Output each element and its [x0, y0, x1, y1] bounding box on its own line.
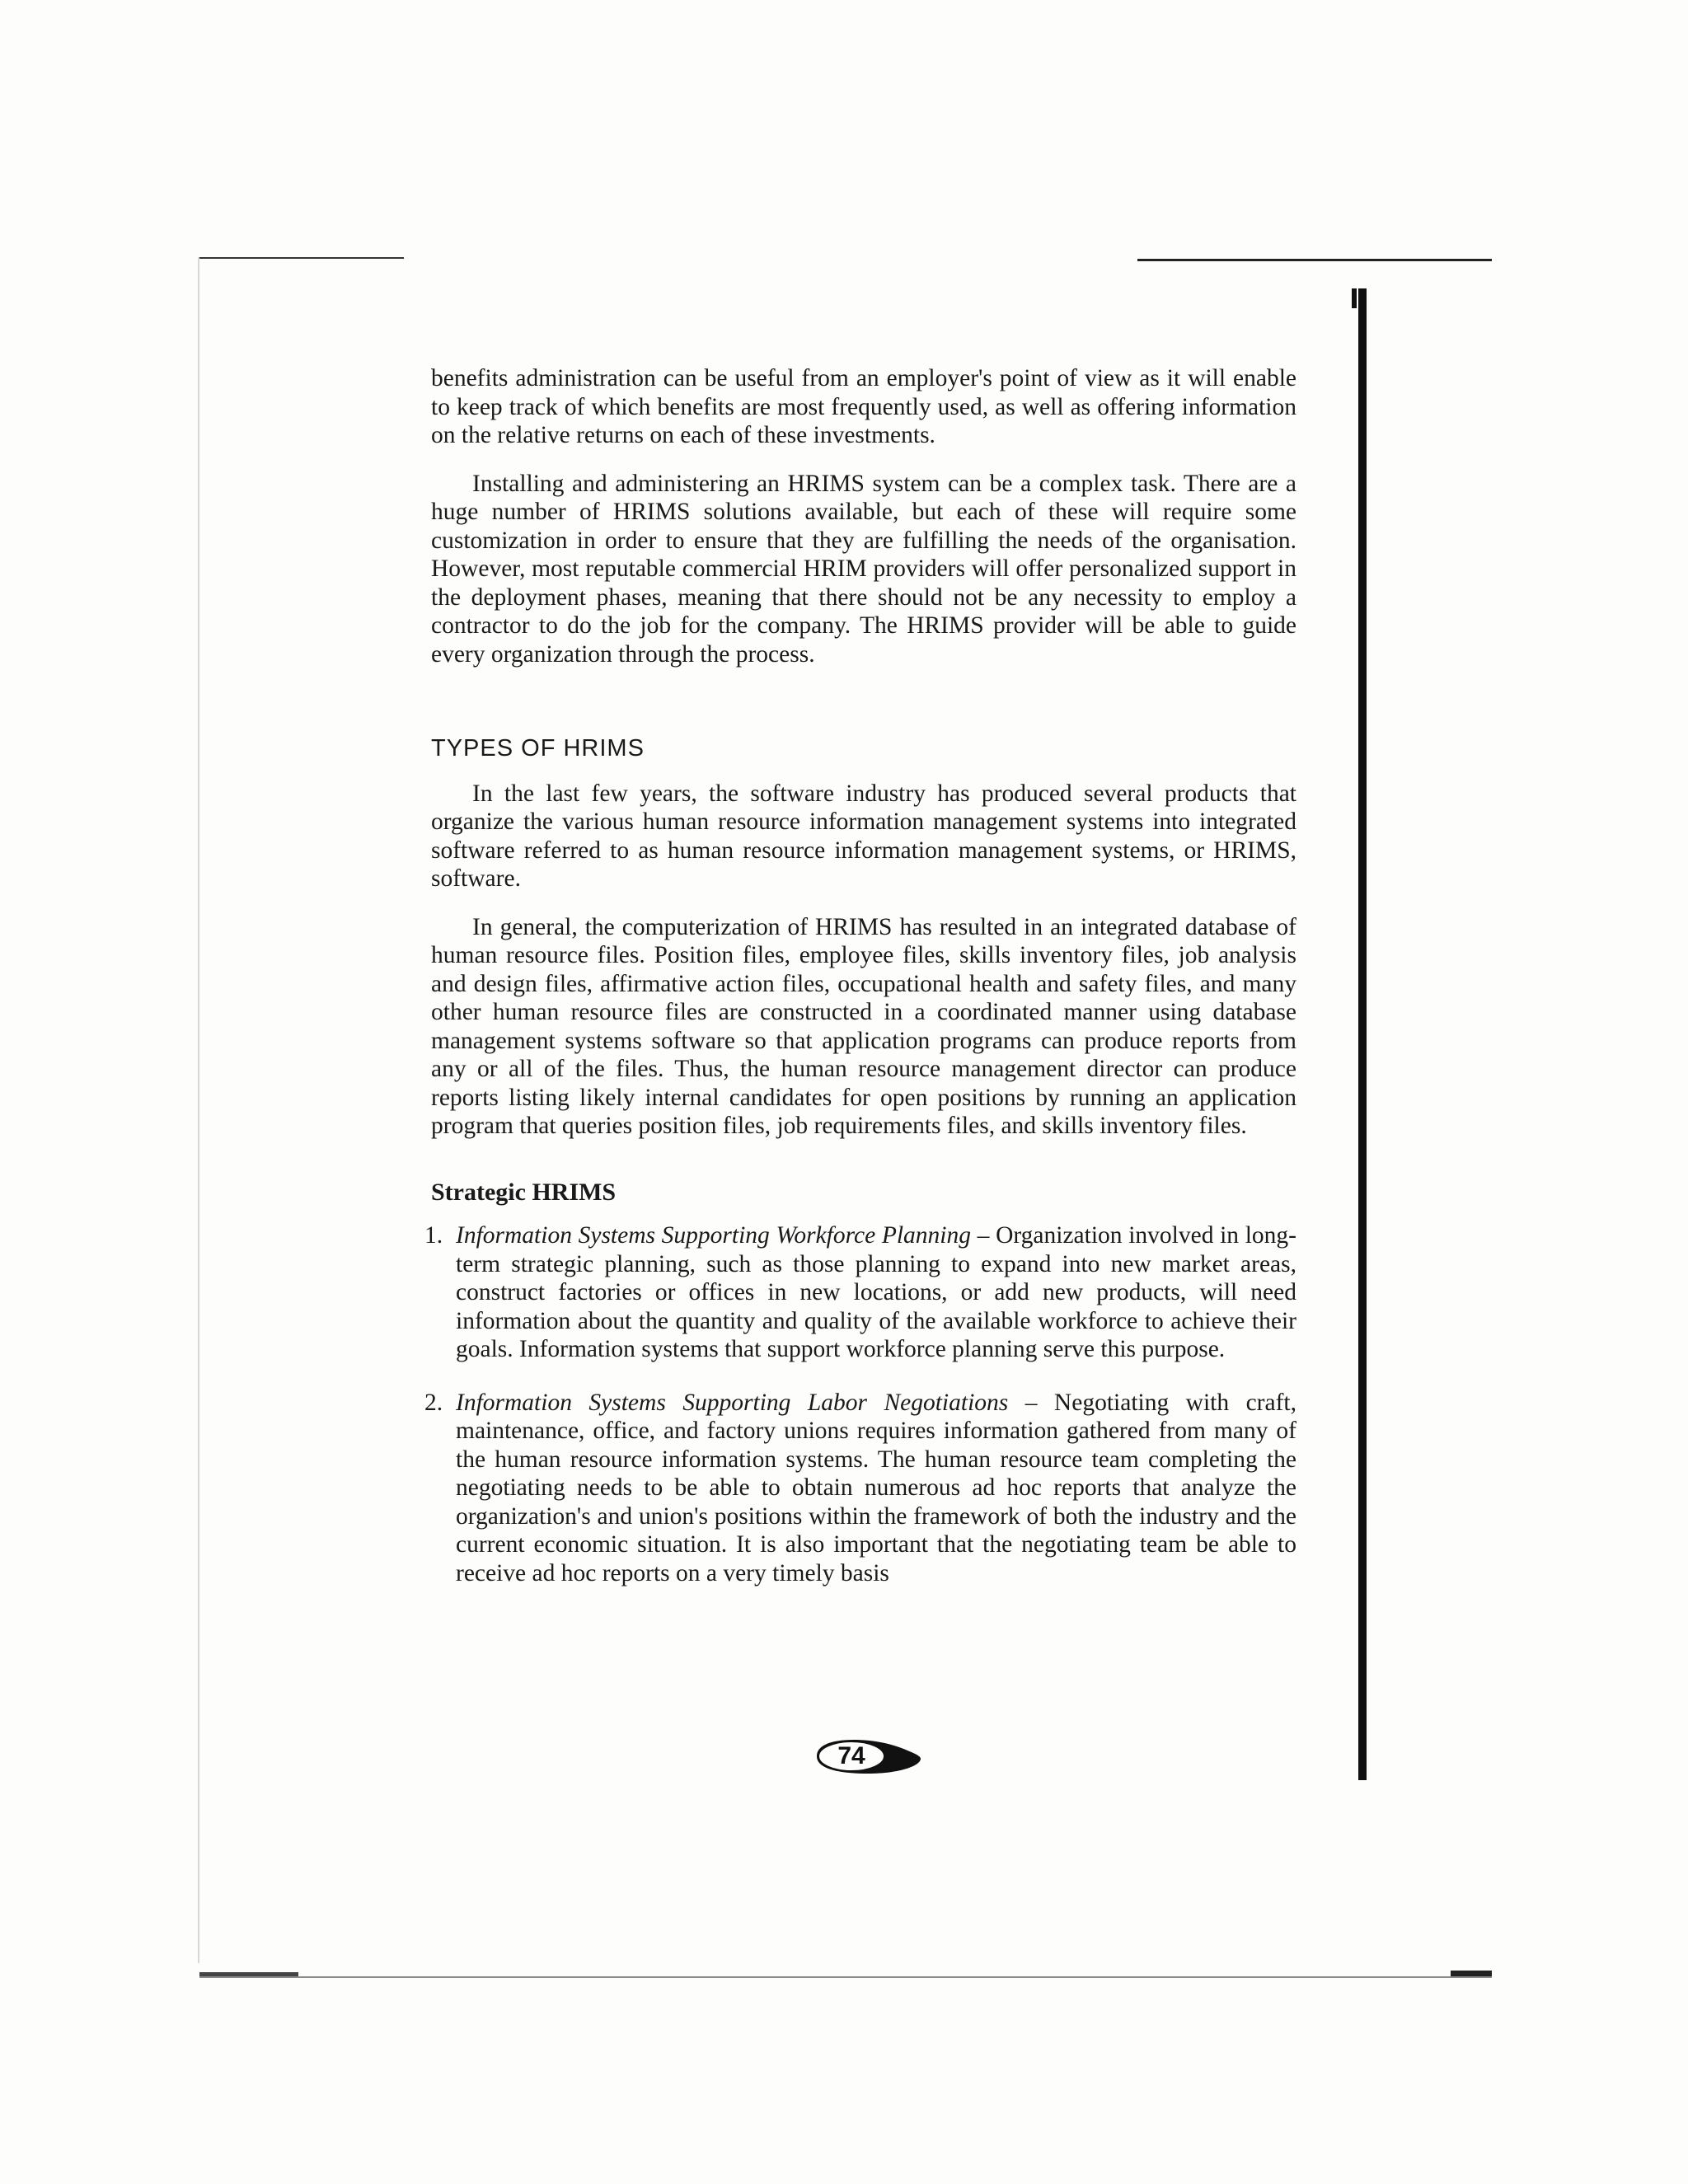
section-heading-types: TYPES OF HRIMS — [431, 735, 645, 762]
frame-line-bottom-left — [199, 1972, 298, 1976]
frame-line-top-left — [198, 257, 404, 259]
list-item-body — [456, 1221, 1296, 1364]
list-item-workforce-planning — [424, 1221, 1296, 1364]
subheading-strategic-hrims: Strategic HRIMS — [431, 1178, 617, 1206]
frame-line-left — [198, 257, 199, 1963]
paragraph-installing: Installing and administering an HRIMS system can be a complex task. There are a huge number of HRIMS solutions available, but each of these will require some customization in order to ensure that they are fulfilling the needs of the organisation. However, most reputable commercial HRIM providers will offer personalized support in the deployment phases, meaning that there should not be any necessity to employ a contractor to do the job for the company. The HRIMS provider will be able to guide every organization through the process. — [431, 470, 1296, 668]
page-number-badge — [810, 1737, 924, 1775]
frame-line-right-tip — [1352, 288, 1357, 308]
frame-line-bottom-right — [1451, 1971, 1492, 1976]
frame-line-bottom — [199, 1976, 1492, 1978]
list-item-text: – Organization involved in long-term strategic planning, such as those planning to expand into new market areas, construct factories or offices in new locations, or add new products, will need information about the quantity and quality of the available workforce to achieve their goals. Information systems that support workforce planning serve this purpose. — [456, 1222, 1296, 1362]
page-content — [424, 364, 1296, 1587]
list-item-labor-negotiations — [424, 1389, 1296, 1588]
list-item-title: Information Systems Supporting Labor Negotiations — [456, 1389, 1009, 1416]
list-item-text: – Negotiating with craft, maintenance, office, and factory unions requires information gathered from many of the human resource information systems. The human resource team completing the negotiating needs to be able to obtain numerous ad hoc reports that analyze the organization's and union's positions within the framework of both the industry and the current economic situation. It is also important that the negotiating team be able to receive ad hoc reports on a very timely basis — [456, 1389, 1296, 1586]
paragraph-software-industry: In the last few years, the software industry has produced several products that organize the various human resource information management systems into integrated software referred to as human resource information management systems, or HRIMS, software. — [431, 780, 1296, 892]
paragraph-computerization: In general, the computerization of HRIMS has resulted in an integrated database of human resource files. Position files, employee files, skills inventory files, job analysis and design files, affirmative action files, occupational health and safety files, and many other human resource files are constructed in a coordinated manner using database management systems software so that application programs can produce reports from any or all of the files. Thus, the human resource management director can produce reports listing likely internal candidates for open positions by running an application program that queries position files, job requirements files, and skills inventory files. — [431, 913, 1296, 1139]
page-number: 74 — [837, 1742, 865, 1769]
list-item-body — [456, 1389, 1296, 1588]
paragraph-benefits: benefits administration can be useful from an employer's point of view as it will enable to keep track of which benefits are most frequently used, as well as offering information on the relative returns on each of these investments. — [431, 365, 1296, 448]
frame-line-right — [1358, 288, 1367, 1780]
list-item-title: Information Systems Supporting Workforce Planning — [456, 1222, 971, 1249]
frame-line-top-right — [1137, 259, 1492, 261]
list-item-number: 2. — [424, 1389, 443, 1416]
list-item-number: 1. — [424, 1222, 443, 1249]
strategic-hrims-list — [424, 1221, 1296, 1587]
